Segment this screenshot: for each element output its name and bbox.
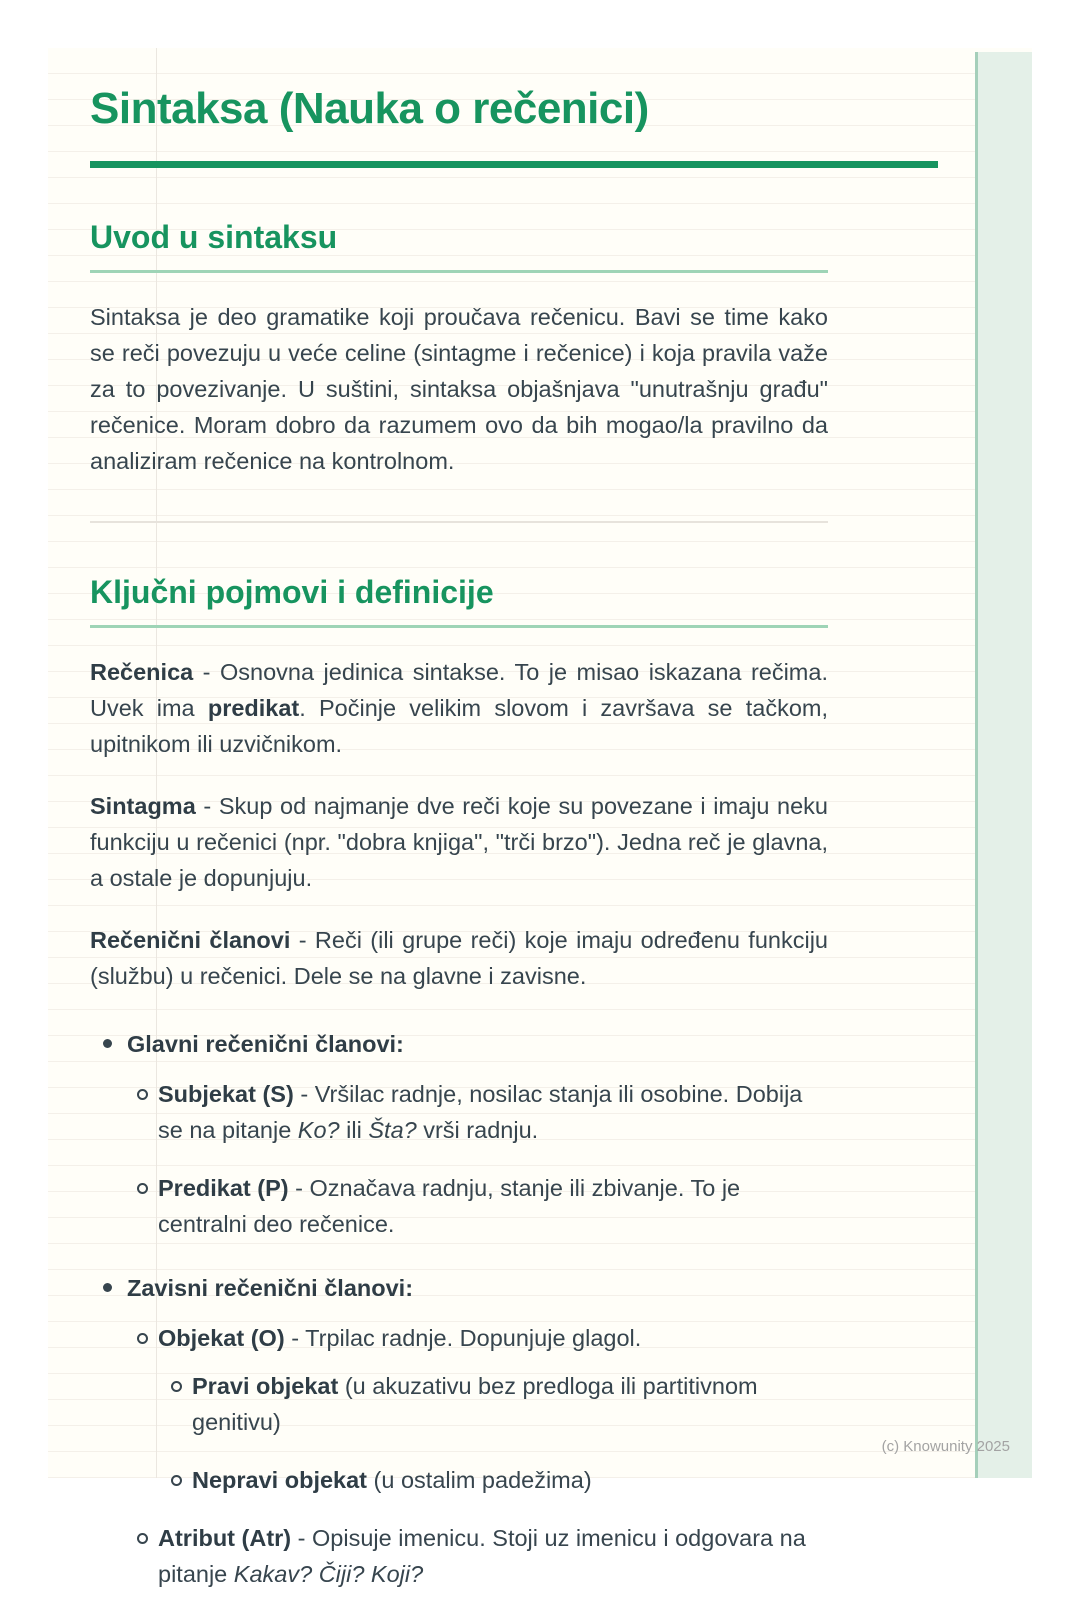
question-sta: Šta? xyxy=(368,1117,417,1144)
question-ko: Ko? xyxy=(297,1117,340,1144)
members-list xyxy=(90,1026,828,1592)
page-content xyxy=(90,48,828,1620)
section-heading-kljucni: Ključni pojmovi i definicije xyxy=(90,573,494,610)
definition-text: - Skup od najmanje dve reči koje su povezane i imaju neku funkciju u rečenici (npr. "dobra knjiga", "trči brzo"). Jedna reč je glavna, a ostale je dopunjuju. xyxy=(90,793,828,892)
pravi-objekat-definition xyxy=(192,1368,828,1440)
objekat-definition xyxy=(158,1320,828,1356)
section-heading-uvod: Uvod u sintaksu xyxy=(90,218,338,255)
term-recenica: Rečenica xyxy=(90,659,194,686)
term-predikat: Predikat (P) xyxy=(158,1175,289,1202)
section-divider xyxy=(90,521,828,523)
definition-text: ili xyxy=(339,1117,369,1144)
definition-text: - Označava radnju, stanje ili zbivanje. To je centralni deo rečenice. xyxy=(158,1175,741,1238)
definition-recenica xyxy=(90,654,828,762)
subjekat-definition xyxy=(158,1076,828,1148)
green-side-strip xyxy=(975,52,1032,1478)
atribut-definition xyxy=(158,1520,828,1592)
term-subjekat: Subjekat (S) xyxy=(158,1081,294,1108)
definition-text: vrši radnju. xyxy=(416,1117,539,1144)
term-recenicni-clanovi: Rečenični članovi xyxy=(90,927,291,954)
glavni-sublist xyxy=(127,1076,828,1242)
section-kljucni-pojmovi xyxy=(90,573,828,1592)
list-item-glavni xyxy=(127,1026,828,1242)
term-atribut: Atribut (Atr) xyxy=(158,1525,292,1552)
definition-text: - Vršilac radnje, nosilac stanja ili osobine. Dobija se na pitanje xyxy=(158,1081,803,1144)
definition-text: - Opisuje imenicu. Stoji uz imenicu i odgovara na pitanje xyxy=(158,1525,806,1588)
list-item-zavisni xyxy=(127,1270,828,1592)
definition-sintagma xyxy=(90,788,828,896)
section-uvod xyxy=(90,218,828,479)
notes-page xyxy=(48,48,1032,1588)
term-sintagma: Sintagma xyxy=(90,793,196,820)
definition-text: - Osnovna jedinica sintakse. To je misao iskazana rečima. Uvek ima xyxy=(90,659,828,722)
term-pravi-objekat: Pravi objekat xyxy=(192,1373,339,1400)
term-predikat-inline: predikat xyxy=(207,695,300,722)
zavisni-label: Zavisni rečenični članovi: xyxy=(127,1275,414,1302)
title-rule xyxy=(90,161,938,168)
nepravi-objekat-definition xyxy=(192,1462,828,1498)
predikat-definition xyxy=(158,1170,828,1242)
glavni-label: Glavni rečenični članovi: xyxy=(127,1031,404,1058)
definition-text: . Počinje velikim slovom i završava se tačkom, upitnikom ili uzvičnikom. xyxy=(90,695,828,758)
definition-text: - Reči (ili grupe reči) koje imaju određenu funkciju (službu) u rečenici. Dele se na glavne i zavisne. xyxy=(90,927,828,990)
list-item-nepravi-objekat xyxy=(192,1462,828,1498)
definition-text: (u ostalim padežima) xyxy=(367,1467,592,1494)
term-objekat: Objekat (O) xyxy=(158,1325,285,1352)
list-item-pravi-objekat xyxy=(192,1368,828,1440)
term-nepravi-objekat: Nepravi objekat xyxy=(192,1467,368,1494)
definition-recenicni-clanovi xyxy=(90,922,828,994)
page-title: Sintaksa (Nauka o rečenici) xyxy=(90,84,649,133)
intro-paragraph: Sintaksa je deo gramatike koji proučava rečenicu. Bavi se time kako se reči povezuju u veće celine (sintagme i rečenice) i koja pravila važe za to povezivanje. U suštini, sintaksa objašnjava "unutrašnju građu" rečenice. Moram dobro da razumem ovo da bih mogao/la pravilno da analiziram rečenice na kontrolnom. xyxy=(90,303,828,474)
list-item-subjekat xyxy=(158,1076,828,1148)
definition-text: (u akuzativu bez predloga ili partitivnom genitivu) xyxy=(192,1373,758,1436)
list-item-objekat xyxy=(158,1320,828,1498)
list-item-predikat xyxy=(158,1170,828,1242)
objekat-sublist xyxy=(158,1368,828,1498)
question-kakav-ciji-koji: Kakav? Čiji? Koji? xyxy=(233,1561,424,1588)
copyright-footer: (c) Knowunity 2025 xyxy=(881,1438,1010,1455)
heading-rule xyxy=(90,625,828,628)
heading-rule xyxy=(90,270,828,273)
definition-text: - Trpilac radnje. Dopunjuje glagol. xyxy=(284,1325,642,1352)
list-item-atribut xyxy=(158,1520,828,1592)
zavisni-sublist xyxy=(127,1320,828,1592)
